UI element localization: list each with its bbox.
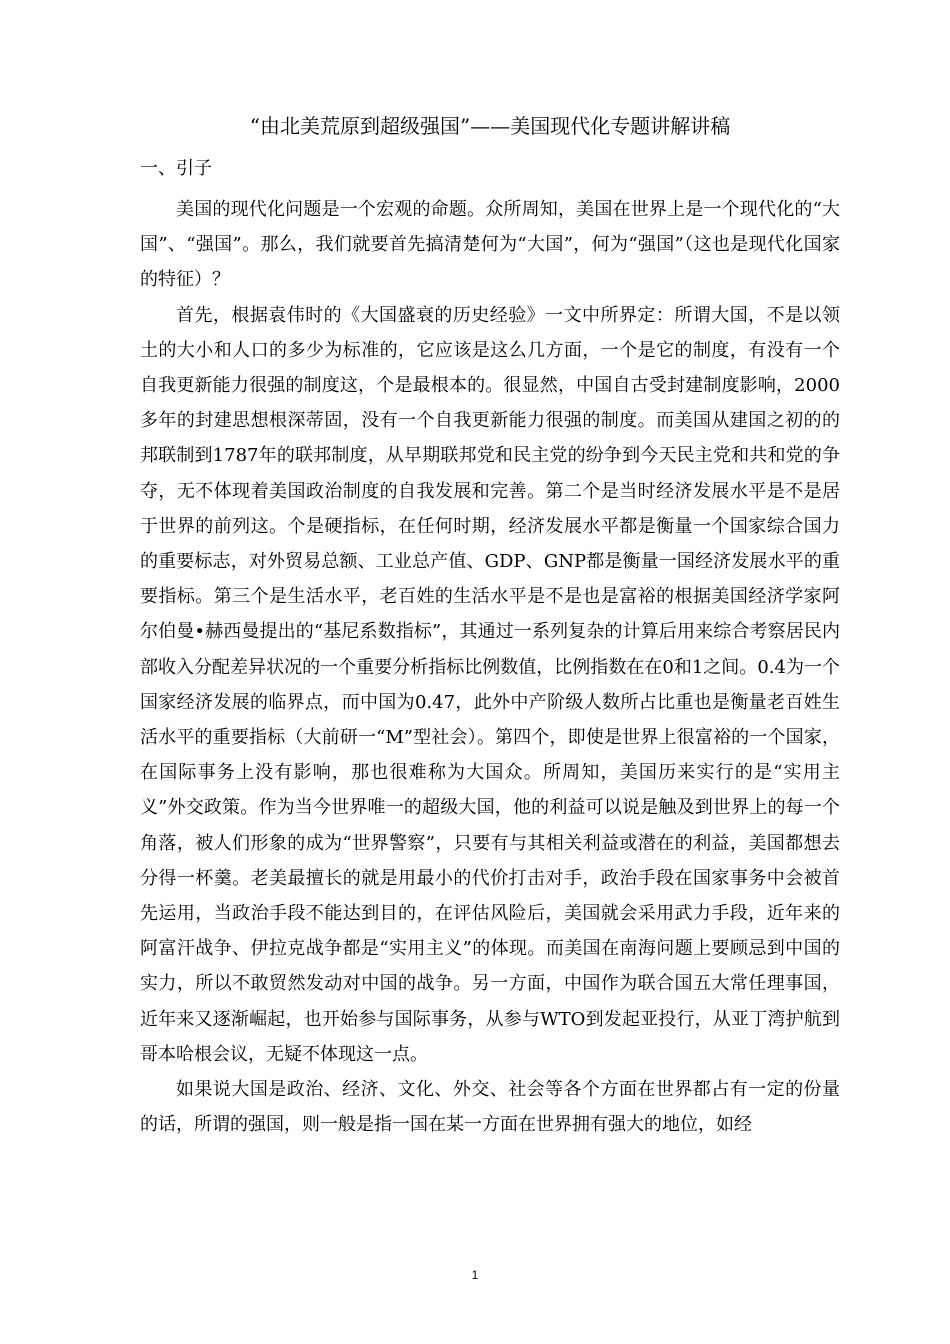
page-number: 1 bbox=[471, 1268, 479, 1282]
document-body bbox=[140, 192, 840, 1142]
paragraph: 如果说大国是政治、经济、文化、外交、社会等各个方面在世界都占有一定的份量的话，所谓的强国，则一般是指一国在某一方面在世界拥有强大的地位，如经 bbox=[140, 1079, 840, 1136]
document-title: “由北美荒原到超级强国”——美国现代化专题讲解讲稿 bbox=[249, 114, 731, 138]
section-heading: 一、引子 bbox=[140, 158, 212, 179]
paragraph: 美国的现代化问题是一个宏观的命题。众所周知，美国在世界上是一个现代化的“大国”、“强国”。那么，我们就要首先搞清楚何为“大国”，何为“强国”（这也是现代化国家的特征）？ bbox=[140, 199, 840, 291]
paragraph: 首先，根据袁伟时的《大国盛衰的历史经验》一文中所界定：所谓大国，不是以领土的大小和人口的多少为标准的，它应该是这么几方面，一个是它的制度，有没有一个自我更新能力很强的制度这，个是最根本的。很显然，中国自古受封建制度影响，2000多年的封建思想根深蒂固，没有一个自我更新能力很强的制度。而美国从建国之初的的邦联制到1787年的联邦制度，从早期联邦党和民主党的纷争到今天民主党和共和党的争夺，无不体现着美国政治制度的自我发展和完善。第二个是当时经济发展水平是不是居于世界的前列这。个是硬指标，在任何时期，经济发展水平都是衡量一个国家综合国力的重要标志，对外贸易总额、工业总产值、GDP、GNP都是衡量一国经济发展水平的重要指标。第三个是生活水平，老百姓的生活水平是不是也是富裕的根据美国经济学家阿尔伯曼•赫西曼提出的“基尼系数指标”，其通过一系列复杂的计算后用来综合考察居民内部收入分配差异状况的一个重要分析指标比例数值，比例指数在在0和1之间。0.4为一个国家经济发展的临界点，而中国为0.47，此外中产阶级人数所占比重也是衡量老百姓生活水平的重要指标（大前研一“M”型社会）。第四个，即使是世界上很富裕的一个国家，在国际事务上没有影响，那也很难称为大国众。所周知，美国历来实行的是“实用主义”外交政策。作为当今世界唯一的超级大国，他的利益可以说是触及到世界上的每一个角落，被人们形象的成为“世界警察”，只要有与其相关利益或潜在的利益，美国都想去分得一杯羹。老美最擅长的就是用最小的代价打击对手，政治手段在国家事务中会被首先运用，当政治手段不能达到目的，在评估风险后，美国就会采用武力手段，近年来的阿富汗战争、伊拉克战争都是“实用主义”的体现。而美国在南海问题上要顾忌到中国的实力，所以不敢贸然发动对中国的战争。另一方面，中国作为联合国五大常任理事国，近年来又逐渐崛起，也开始参与国际事务，从参与WTO到发起亚投行，从亚丁湾护航到哥本哈根会议，无疑不体现这一点。 bbox=[140, 304, 840, 1065]
